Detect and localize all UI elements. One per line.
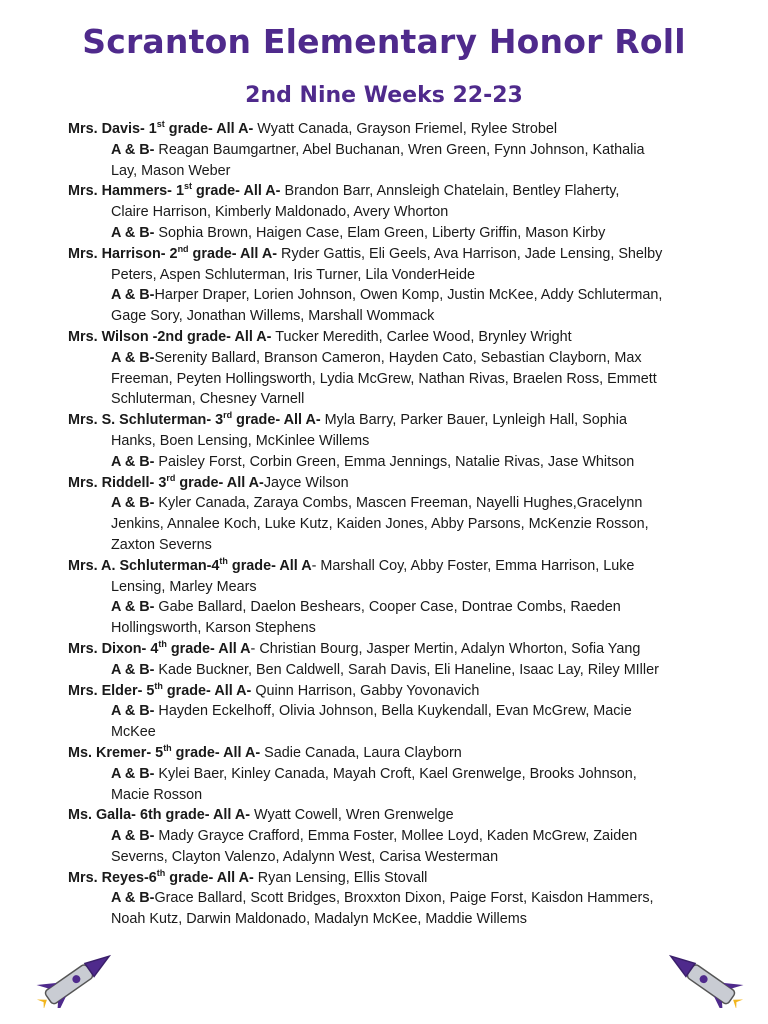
- student-line: [68, 701, 718, 722]
- rocket-icon: [32, 948, 124, 1008]
- class-heading-line: [68, 556, 718, 577]
- names-text: Lay, Mason Weber: [111, 162, 231, 179]
- student-line: [68, 161, 718, 182]
- ordinal-suffix: th: [154, 680, 163, 691]
- ordinal-suffix: rd: [223, 410, 233, 421]
- names-text: Mady Grayce Crafford, Emma Foster, Mollee Loyd, Kaden McGrew, Zaiden: [154, 828, 638, 845]
- ordinal-suffix: nd: [177, 243, 189, 254]
- student-line: [68, 265, 718, 286]
- names-text: Zaxton Severns: [111, 536, 212, 553]
- class-heading-line: [68, 473, 718, 494]
- names-text: Claire Harrison, Kimberly Maldonado, Avery Whorton: [111, 204, 449, 221]
- bold-label: grade- All A: [227, 557, 312, 574]
- names-text: - Christian Bourg, Jasper Mertin, Adalyn Whorton, Sofia Yang: [250, 640, 641, 657]
- bold-label: A & B-: [111, 141, 155, 158]
- bold-label: A & B-: [111, 890, 155, 907]
- student-line: [68, 535, 718, 556]
- names-text: Sadie Canada, Laura Clayborn: [260, 744, 462, 761]
- names-text: Brandon Barr, Annsleigh Chatelain, Bentley Flaherty,: [280, 183, 620, 200]
- class-heading-line: [68, 327, 718, 348]
- bold-label: Mrs. Davis- 1: [68, 121, 157, 137]
- names-text: Hanks, Boen Lensing, McKinlee Willems: [111, 432, 370, 449]
- student-line: [68, 431, 718, 452]
- bold-label: A & B-: [111, 765, 155, 782]
- class-heading-line: [68, 868, 718, 889]
- bold-label: grade- All A-: [192, 183, 281, 200]
- student-line: [68, 722, 718, 743]
- ordinal-suffix: th: [158, 638, 167, 649]
- class-heading-line: [68, 244, 718, 265]
- names-text: McKee: [111, 724, 156, 741]
- names-text: Ryder Gattis, Eli Geels, Ava Harrison, Jade Lensing, Shelby: [277, 245, 663, 262]
- bold-label: A & B-: [111, 495, 155, 512]
- names-text: Quinn Harrison, Gabby Yovonavich: [251, 682, 480, 699]
- bold-label: A & B-: [111, 287, 155, 304]
- page-title: Scranton Elementary Honor Roll: [82, 22, 686, 61]
- bold-label: Ms. Kremer- 5: [68, 744, 164, 761]
- ordinal-suffix: th: [163, 742, 172, 753]
- class-heading-line: [68, 681, 718, 702]
- bold-label: Mrs. Riddell- 3: [68, 474, 167, 491]
- class-heading-line: [68, 805, 718, 826]
- class-heading-line: [68, 743, 718, 764]
- names-text: Kade Buckner, Ben Caldwell, Sarah Davis, Eli Haneline, Isaac Lay, Riley MIller: [154, 661, 659, 678]
- student-line: [68, 369, 718, 390]
- bold-label: A & B-: [111, 349, 155, 366]
- student-line: [68, 452, 718, 473]
- ordinal-suffix: th: [219, 555, 228, 566]
- bold-label: A & B-: [111, 224, 155, 241]
- superscript: [223, 410, 232, 420]
- names-text: Ryan Lensing, Ellis Stovall: [253, 869, 428, 886]
- superscript: [157, 119, 165, 129]
- class-heading-line: [68, 639, 718, 660]
- names-text: Hayden Eckelhoff, Olivia Johnson, Bella Kuykendall, Evan McGrew, Macie: [154, 703, 632, 720]
- names-text: Paisley Forst, Corbin Green, Emma Jennings, Natalie Rivas, Jase Whitson: [154, 453, 635, 470]
- superscript: [158, 639, 167, 649]
- student-line: [68, 389, 718, 410]
- ordinal-suffix: rd: [166, 472, 176, 483]
- names-text: Grace Ballard, Scott Bridges, Broxxton Dixon, Paige Forst, Kaisdon Hammers,: [154, 890, 654, 907]
- bold-label: grade- All A-: [164, 121, 254, 137]
- names-text: Harper Draper, Lorien Johnson, Owen Komp, Justin McKee, Addy Schluterman,: [154, 287, 663, 304]
- names-text: Sophia Brown, Haigen Case, Elam Green, Liberty Griffin, Mason Kirby: [154, 224, 606, 241]
- rocket-icon: [656, 948, 748, 1008]
- honor-roll-list: [68, 119, 718, 930]
- names-text: Schluterman, Chesney Varnell: [111, 391, 305, 408]
- student-line: [68, 202, 718, 223]
- class-heading-line: [68, 119, 718, 140]
- bold-label: A & B-: [111, 661, 155, 678]
- bold-label: Mrs. Hammers- 1: [68, 183, 184, 200]
- names-text: Gabe Ballard, Daelon Beshears, Cooper Case, Dontrae Combs, Raeden: [154, 599, 621, 616]
- bold-label: Mrs. S. Schluterman- 3: [68, 412, 224, 429]
- student-line: [68, 223, 718, 244]
- bold-label: Mrs. A. Schluterman-4: [68, 557, 220, 574]
- names-text: Severns, Clayton Valenzo, Adalynn West, Carisa Westerman: [111, 848, 499, 865]
- ordinal-suffix: st: [156, 119, 165, 129]
- page-subtitle: 2nd Nine Weeks 22-23: [245, 83, 523, 108]
- bold-label: A & B-: [111, 453, 155, 470]
- student-line: [68, 597, 718, 618]
- names-text: Peters, Aspen Schluterman, Iris Turner, Lila VonderHeide: [111, 266, 475, 283]
- student-line: [68, 618, 718, 639]
- names-text: Freeman, Peyten Hollingsworth, Lydia McGrew, Nathan Rivas, Braelen Ross, Emmett: [111, 370, 657, 387]
- student-line: [68, 514, 718, 535]
- bold-label: Ms. Galla- 6th grade- All A-: [68, 807, 251, 824]
- names-text: Gage Sory, Jonathan Willems, Marshall Wommack: [111, 308, 435, 325]
- names-text: Myla Barry, Parker Bauer, Lynleigh Hall, Sophia: [320, 412, 627, 429]
- bold-label: A & B-: [111, 828, 155, 845]
- bold-label: Mrs. Harrison- 2: [68, 245, 178, 262]
- names-text: Jenkins, Annalee Koch, Luke Kutz, Kaiden Jones, Abby Parsons, McKenzie Rosson,: [111, 516, 649, 533]
- student-line: [68, 660, 718, 681]
- names-text: Reagan Baumgartner, Abel Buchanan, Wren Green, Fynn Johnson, Kathalia: [154, 141, 645, 158]
- bold-label: grade- All A-: [165, 869, 254, 886]
- bold-label: grade- All A-: [171, 744, 261, 761]
- student-line: [68, 785, 718, 806]
- names-text: Serenity Ballard, Branson Cameron, Hayden Cato, Sebastian Clayborn, Max: [154, 349, 642, 366]
- names-text: Macie Rosson: [111, 786, 203, 803]
- names-text: - Marshall Coy, Abby Foster, Emma Harrison, Luke: [311, 557, 635, 574]
- student-line: [68, 847, 718, 868]
- student-line: [68, 888, 718, 909]
- superscript: [184, 181, 192, 191]
- ordinal-suffix: st: [183, 181, 192, 192]
- student-line: [68, 577, 718, 598]
- bold-label: Mrs. Wilson -2nd grade- All A-: [68, 328, 272, 345]
- student-line: [68, 909, 718, 930]
- bold-label: grade- All A-: [188, 245, 278, 262]
- bold-label: grade- All A-: [175, 474, 264, 491]
- bold-label: grade- All A-: [162, 682, 252, 699]
- names-text: Kylei Baer, Kinley Canada, Mayah Croft, Kael Grenwelge, Brooks Johnson,: [154, 765, 637, 782]
- names-text: Noah Kutz, Darwin Maldonado, Madalyn McKee, Maddie Willems: [111, 911, 527, 928]
- bold-label: Mrs. Elder- 5: [68, 682, 155, 699]
- student-line: [68, 285, 718, 306]
- student-line: [68, 826, 718, 847]
- student-line: [68, 348, 718, 369]
- names-text: Wyatt Canada, Grayson Friemel, Rylee Strobel: [253, 121, 558, 137]
- names-text: Wyatt Cowell, Wren Grenwelge: [250, 807, 454, 824]
- superscript: [166, 473, 175, 483]
- bold-label: grade- All A-: [232, 412, 321, 429]
- bold-label: Mrs. Dixon- 4: [68, 640, 159, 657]
- names-text: Lensing, Marley Mears: [111, 578, 257, 595]
- names-text: Tucker Meredith, Carlee Wood, Brynley Wright: [271, 328, 572, 345]
- ordinal-suffix: th: [156, 867, 166, 878]
- class-heading-line: [68, 181, 718, 202]
- student-line: [68, 764, 718, 785]
- bold-label: Mrs. Reyes-6: [68, 869, 157, 886]
- names-text: Kyler Canada, Zaraya Combs, Mascen Freeman, Nayelli Hughes,Gracelynn: [154, 495, 643, 512]
- superscript: [219, 556, 228, 566]
- superscript: [154, 681, 163, 691]
- class-heading-line: [68, 410, 718, 431]
- superscript: [163, 743, 172, 753]
- student-line: [68, 493, 718, 514]
- bold-label: A & B-: [111, 703, 155, 720]
- names-text: Jayce Wilson: [263, 474, 349, 491]
- superscript: [178, 244, 189, 254]
- names-text: Hollingsworth, Karson Stephens: [111, 620, 316, 637]
- student-line: [68, 140, 718, 161]
- student-line: [68, 306, 718, 327]
- bold-label: grade- All A: [166, 640, 251, 657]
- bold-label: A & B-: [111, 599, 155, 616]
